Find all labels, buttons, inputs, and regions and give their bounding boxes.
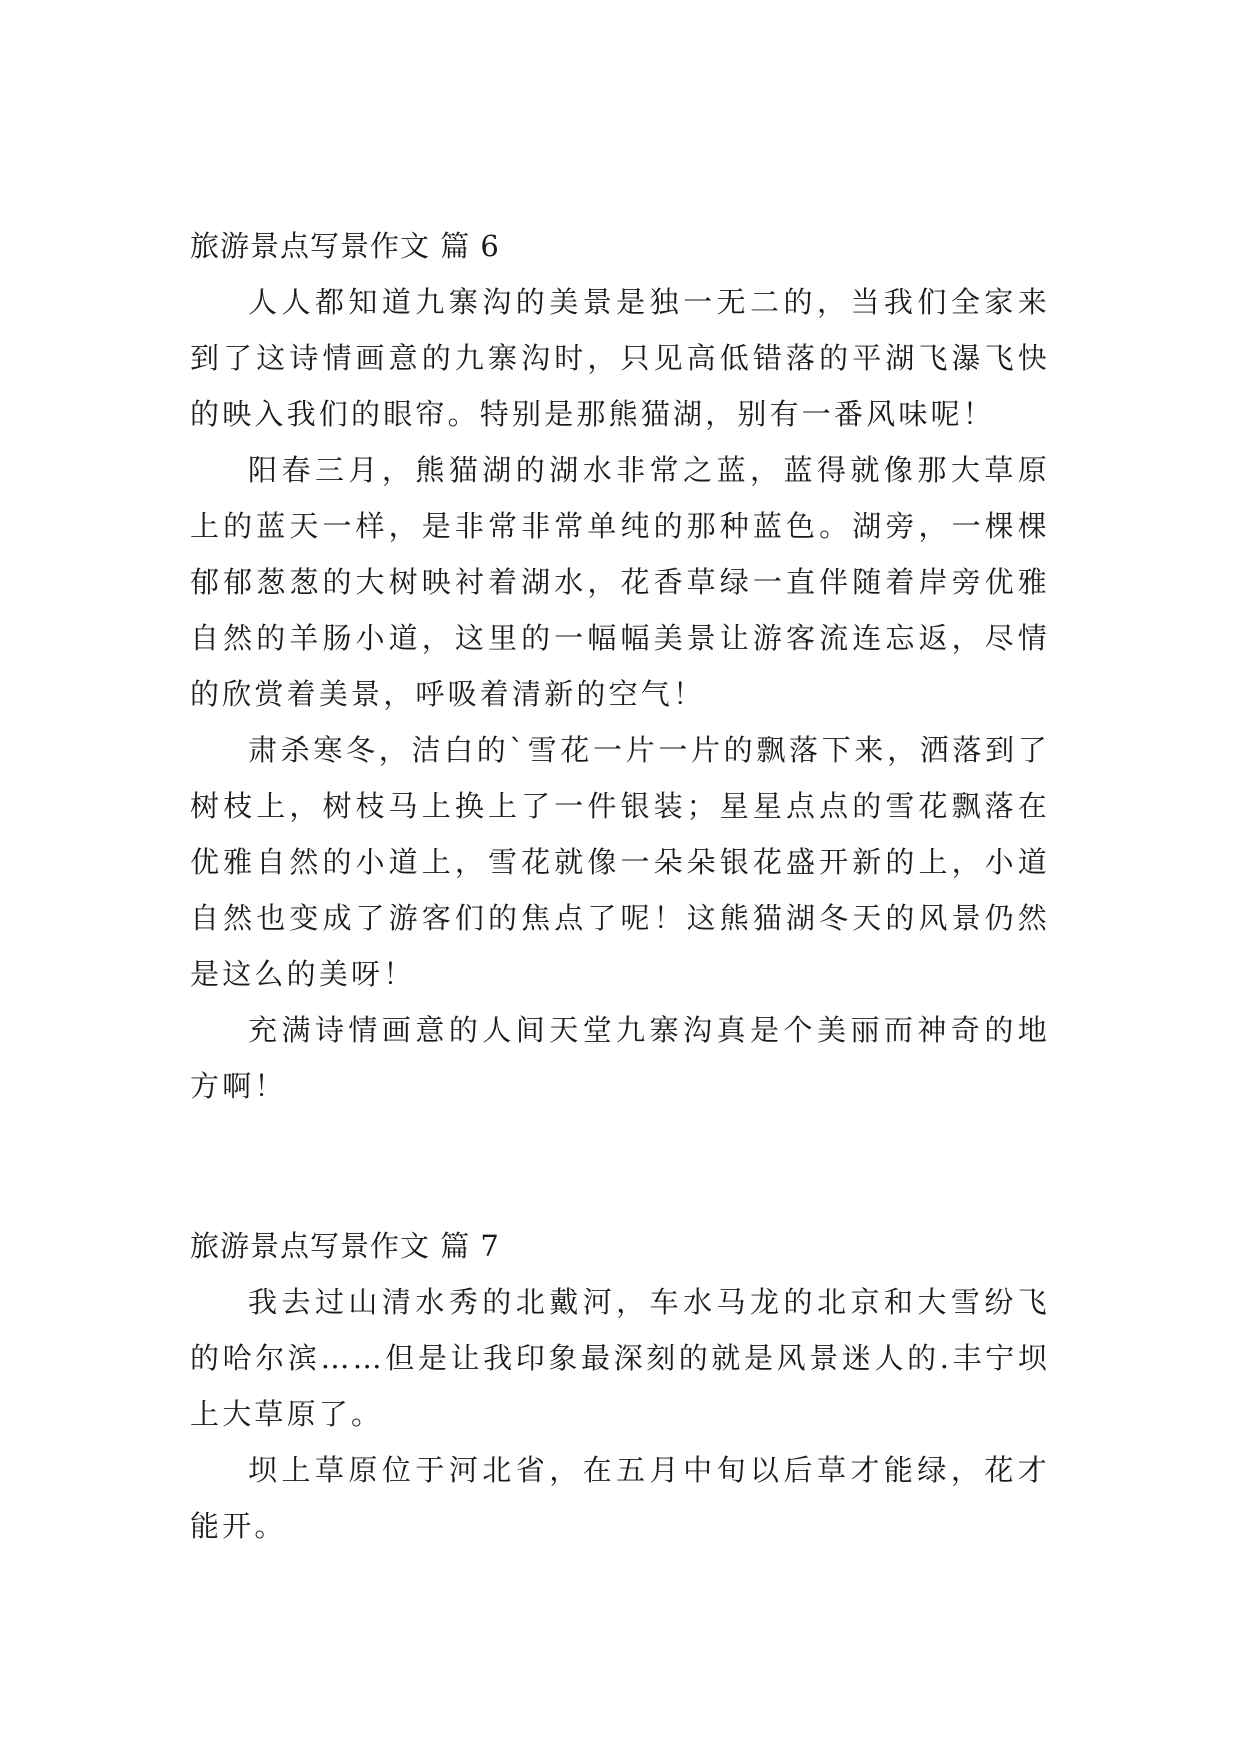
paragraph: 阳春三月，熊猫湖的湖水非常之蓝，蓝得就像那大草原上的蓝天一样，是非常非常单纯的那种蓝色。湖旁，一棵棵郁郁葱葱的大树映衬着湖水，花香草绿一直伴随着岸旁优雅自然的羊肠小道，这里的一幅幅美景让游客流连忘返，尽情的欣赏着美景，呼吸着清新的空气！	[190, 453, 1050, 711]
paragraph: 我去过山清水秀的北戴河，车水马龙的北京和大雪纷飞的哈尔滨……但是让我印象最深刻的就是风景迷人的.丰宁坝上大草原了。	[190, 1285, 1050, 1431]
paragraph: 坝上草原位于河北省，在五月中旬以后草才能绿，花才能开。	[190, 1453, 1050, 1543]
essay-section-7	[190, 1218, 1050, 1554]
section-heading: 旅游景点写景作文 篇 7	[190, 1229, 500, 1263]
paragraph: 充满诗情画意的人间天堂九寨沟真是个美丽而神奇的地方啊！	[190, 1013, 1050, 1103]
paragraph: 人人都知道九寨沟的美景是独一无二的，当我们全家来到了这诗情画意的九寨沟时，只见高低错落的平湖飞瀑飞快的映入我们的眼帘。特别是那熊猫湖，别有一番风味呢！	[190, 285, 1050, 431]
essay-section-6	[190, 218, 1050, 1114]
paragraph: 肃杀寒冬，洁白的`雪花一片一片的飘落下来，洒落到了树枝上，树枝马上换上了一件银装；星星点点的雪花飘落在优雅自然的小道上，雪花就像一朵朵银花盛开新的上，小道自然也变成了游客们的焦点了呢！这熊猫湖冬天的风景仍然是这么的美呀！	[190, 733, 1050, 991]
section-heading: 旅游景点写景作文 篇 6	[190, 229, 500, 263]
